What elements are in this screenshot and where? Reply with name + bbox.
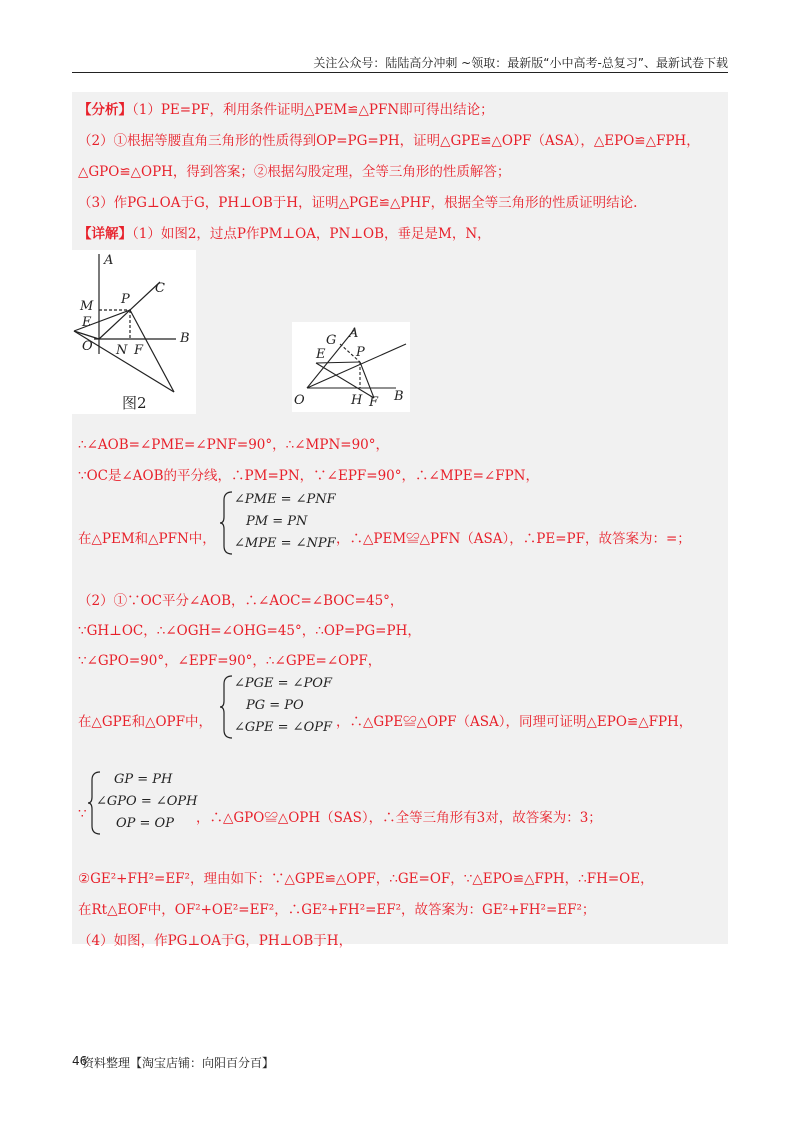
detail-line-8-pre: 在△GPE和△OPF中，	[78, 714, 213, 730]
detail-line-2: ∴∠AOB=∠PME=∠PNF=90°，∴∠MPN=90°，	[78, 437, 390, 453]
sys2-row-3: ∠GPE = ∠OPF	[234, 720, 332, 735]
detail-line-11: 在Rt△EOF中，OF²+OE²=EF²，∴GE²+FH²=EF²，故答案为：GE²+FH²=EF²；	[78, 902, 596, 918]
header-rule	[72, 72, 728, 73]
label-p-2: P	[356, 345, 365, 360]
label-p: P	[121, 292, 130, 307]
footer-text: 资料整理【淘宝店铺：向阳百分百】	[82, 1056, 275, 1070]
brace-icon	[220, 674, 234, 740]
sys2-row-2: PG = PO	[246, 698, 304, 713]
detail-line-1	[78, 222, 491, 242]
analysis-line-2: （2）①根据等腰直角三角形的性质得到OP=PG=PH，证明△GPE≌△OPF（ASA），△EPO≌△FPH，	[78, 133, 700, 149]
label-n: N	[116, 343, 128, 358]
figure-caption: 图2	[122, 394, 147, 412]
sys1-row-3: ∠MPE = ∠NPF	[234, 536, 336, 551]
figure-2-svg	[72, 250, 196, 414]
detail-line-5: （2）①∵OC平分∠AOB，∴∠AOC=∠BOC=45°，	[78, 593, 404, 609]
label-a-2: A	[349, 326, 359, 341]
label-b-2: B	[394, 389, 404, 404]
detail-line-9-pre: ∵	[78, 806, 87, 822]
equation-system-1	[220, 490, 345, 556]
detail-line-12: （4）如图，作PG⊥OA于G，PH⊥OB于H，	[78, 933, 353, 949]
label-o-2: O	[294, 393, 305, 408]
detail-tag: 【详解】	[78, 226, 132, 242]
figure-2-diagram	[72, 250, 196, 414]
label-b: B	[180, 331, 190, 346]
analysis-text-1: （1）PE=PF，利用条件证明△PEM≌△PFN即可得出结论；	[132, 102, 494, 118]
label-a: A	[104, 253, 114, 268]
sys3-row-2: ∠GPO = ∠OPH	[96, 794, 198, 809]
detail-line-4-post: ，∴△PEM≌△PFN（ASA），∴PE=PF，故答案为：=；	[336, 531, 691, 547]
detail-line-8-post: ，∴△GPE≌△OPF（ASA），同理可证明△EPO≌△FPH，	[336, 714, 693, 730]
sys1-row-2: PM = PN	[246, 514, 308, 529]
sys3-row-3: OP = OP	[116, 816, 174, 831]
detail-line-7: ∵∠GPO=90°，∠EPF=90°，∴∠GPE=∠OPF，	[78, 653, 382, 669]
analysis-line-4: （3）作PG⊥OA于G，PH⊥OB于H，证明△PGE≌△PHF，根据全等三角形的性质证明结论.	[78, 195, 638, 211]
analysis-tag: 【分析】	[78, 102, 132, 118]
detail-line-10: ②GE²+FH²=EF²，理由如下：∵△GPE≌△OPF，∴GE=OF，∵△EPO≌△FPH，∴FH=OE，	[78, 871, 654, 887]
detail-text-1: （1）如图2，过点P作PM⊥OA，PN⊥OB，垂足是M，N，	[132, 226, 491, 242]
label-f: F	[134, 343, 144, 358]
label-g-2: G	[326, 333, 337, 348]
detail-line-6: ∵GH⊥OC，∴∠OGH=∠OHG=45°，∴OP=PG=PH，	[78, 623, 421, 639]
brace-icon	[220, 490, 234, 556]
label-c: C	[155, 281, 165, 296]
label-h-2: H	[351, 393, 363, 408]
figure-4-diagram	[292, 322, 410, 412]
detail-line-9-post: ，∴△GPO≌△OPH（SAS），∴全等三角形有3对，故答案为：3；	[196, 810, 602, 826]
label-e-2: E	[316, 347, 326, 362]
label-m: M	[80, 299, 94, 314]
detail-line-3: ∵OC是∠AOB的平分线，∴PM=PN，∵∠EPF=90°，∴∠MPE=∠FPN，	[78, 468, 539, 484]
figure-4-svg	[292, 322, 410, 412]
label-e: E	[82, 315, 92, 330]
sys3-row-1: GP = PH	[114, 772, 173, 787]
segment-ep	[316, 362, 360, 363]
analysis-line-1	[78, 98, 494, 118]
equation-system-3	[88, 770, 203, 836]
segment-eo	[74, 331, 99, 339]
page-number: 46	[72, 1054, 88, 1068]
equation-system-2	[220, 674, 345, 740]
label-f-2: F	[369, 395, 379, 410]
analysis-line-3: △GPO≌△OPH，得到答案；②根据勾股定理，全等三角形的性质解答；	[78, 164, 511, 180]
sys2-row-1: ∠PGE = ∠POF	[234, 676, 332, 691]
sys1-row-1: ∠PME = ∠PNF	[234, 492, 336, 507]
label-o: O	[82, 339, 93, 354]
header-text: 关注公众号：陆陆高分冲刺 ~领取：最新版“小中高考-总复习”、最新试卷下载	[313, 56, 728, 70]
detail-line-4-pre: 在△PEM和△PFN中，	[78, 531, 216, 547]
